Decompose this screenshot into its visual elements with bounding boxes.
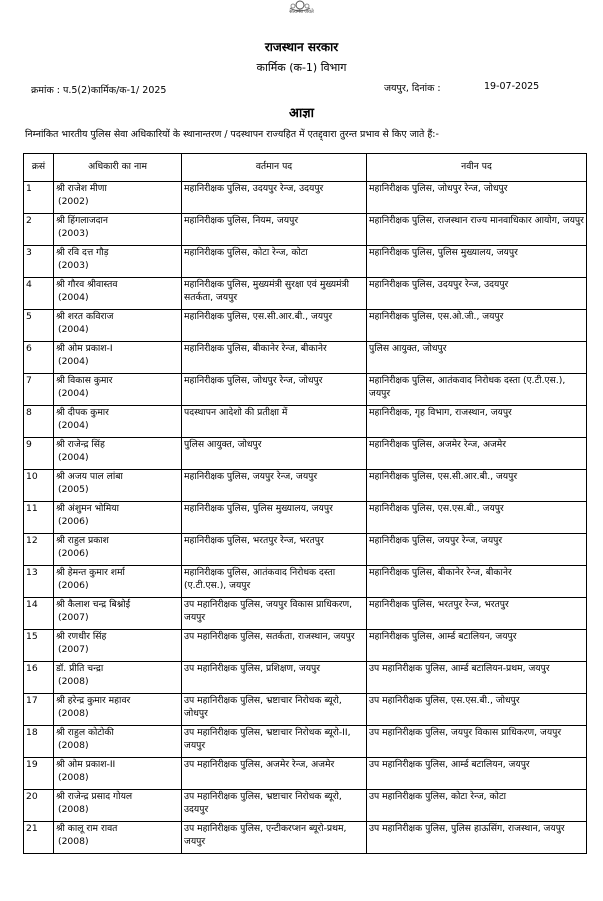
new-post: महानिरीक्षक पुलिस, जोधपुर रेन्ज, जोधपुर <box>367 182 587 214</box>
officer-batch: (2007) <box>58 611 89 623</box>
officer-batch: (2008) <box>58 675 89 687</box>
officer-batch: (2003) <box>58 259 89 271</box>
table-row <box>24 662 587 694</box>
officer-name: श्री राजेन्द्र प्रसाद गोयल <box>56 791 133 802</box>
officer-name: श्री शरत कविराज <box>56 311 114 322</box>
current-post: उप महानिरीक्षक पुलिस, भ्रष्टाचार निरोधक ब्यूरो-II, जयपुर <box>182 726 367 758</box>
new-post: उप महानिरीक्षक पुलिस, पुलिस हाऊसिंग, राजस्थान, जयपुर <box>367 822 587 854</box>
serial-number: 1 <box>24 182 54 214</box>
new-post: महानिरीक्षक पुलिस, भरतपुर रेन्ज, भरतपुर <box>367 598 587 630</box>
officer-cell <box>54 726 182 758</box>
current-post: उप महानिरीक्षक पुलिस, एन्टीकरप्शन ब्यूरो-प्रथम, जयपुर <box>182 822 367 854</box>
table-row <box>24 790 587 822</box>
current-post: उप महानिरीक्षक पुलिस, सतर्कता, राजस्थान, जयपुर <box>182 630 367 662</box>
table-row <box>24 630 587 662</box>
new-post: महानिरीक्षक पुलिस, अजमेर रेन्ज, अजमेर <box>367 438 587 470</box>
header-officer-name: अधिकारी का नाम <box>54 154 182 182</box>
new-post: महानिरीक्षक पुलिस, जयपुर रेन्ज, जयपुर <box>367 534 587 566</box>
officer-batch: (2006) <box>58 547 89 559</box>
officer-cell <box>54 214 182 246</box>
current-post: महानिरीक्षक पुलिस, भरतपुर रेन्ज, भरतपुर <box>182 534 367 566</box>
current-post: महानिरीक्षक पुलिस, आतंकवाद निरोधक दस्ता (ए.टी.एस.), जयपुर <box>182 566 367 598</box>
table-row <box>24 470 587 502</box>
header-serial: क्रसं <box>24 154 54 182</box>
postings-table <box>23 153 587 854</box>
serial-number: 16 <box>24 662 54 694</box>
table-row <box>24 182 587 214</box>
current-post: पुलिस आयुक्त, जोधपुर <box>182 438 367 470</box>
officer-name: श्री ओम प्रकाश-II <box>56 759 116 770</box>
table-row <box>24 406 587 438</box>
current-post: उप महानिरीक्षक पुलिस, भ्रष्टाचार निरोधक ब्यूरो, उदयपुर <box>182 790 367 822</box>
officer-cell <box>54 790 182 822</box>
serial-number: 8 <box>24 406 54 438</box>
new-post: पुलिस आयुक्त, जोधपुर <box>367 342 587 374</box>
officer-cell <box>54 534 182 566</box>
officer-name: श्री हेमन्त कुमार शर्मा <box>56 567 125 578</box>
new-post: उप महानिरीक्षक पुलिस, जयपुर विकास प्राधिकरण, जयपुर <box>367 726 587 758</box>
officer-cell <box>54 502 182 534</box>
new-post: उप महानिरीक्षक पुलिस, कोटा रेन्ज, कोटा <box>367 790 587 822</box>
officer-batch: (2004) <box>58 355 89 367</box>
officer-batch: (2004) <box>58 419 89 431</box>
serial-number: 7 <box>24 374 54 406</box>
officer-name: श्री हरेन्द्र कुमार महावर <box>56 695 131 706</box>
current-post: महानिरीक्षक पुलिस, पुलिस मुख्यालय, जयपुर <box>182 502 367 534</box>
table-row <box>24 342 587 374</box>
new-post: महानिरीक्षक पुलिस, राजस्थान राज्य मानवाधिकार आयोग, जयपुर <box>367 214 587 246</box>
officer-cell <box>54 630 182 662</box>
current-post: महानिरीक्षक पुलिस, एस.सी.आर.बी., जयपुर <box>182 310 367 342</box>
officer-batch: (2005) <box>58 483 89 495</box>
table-row <box>24 534 587 566</box>
officer-batch: (2008) <box>58 771 89 783</box>
officer-name: श्री अंशुमन भोमिया <box>56 503 120 514</box>
officer-batch: (2008) <box>58 707 89 719</box>
new-post: उप महानिरीक्षक पुलिस, आर्म्ड बटालियन, जयपुर <box>367 758 587 790</box>
serial-number: 3 <box>24 246 54 278</box>
current-post: पदस्थापन आदेशो की प्रतीक्षा में <box>182 406 367 438</box>
serial-number: 10 <box>24 470 54 502</box>
table-row <box>24 822 587 854</box>
order-intro: निम्नांकित भारतीय पुलिस सेवा अधिकारियों के स्थानान्तरण / पदस्थापन राज्यहित में एतद्द्वारा तुरन्त प्रभाव से किए जाते हैं:- <box>25 129 439 140</box>
serial-number: 6 <box>24 342 54 374</box>
table-row <box>24 502 587 534</box>
officer-name: श्री रवि दत्त गौड़ <box>56 247 109 258</box>
order-date: 19-07-2025 <box>484 81 540 92</box>
serial-number: 12 <box>24 534 54 566</box>
serial-number: 13 <box>24 566 54 598</box>
serial-number: 20 <box>24 790 54 822</box>
emblem-motto: सत्यमेव जयते <box>289 9 314 15</box>
officer-batch: (2004) <box>58 387 89 399</box>
officer-name: श्री हिंगलाजदान <box>56 215 109 226</box>
officer-name: श्री दीपक कुमार <box>56 407 109 418</box>
officer-name: श्री विकास कुमार <box>56 375 113 386</box>
table-row <box>24 246 587 278</box>
header-current-post: वर्तमान पद <box>182 154 367 182</box>
table-row <box>24 726 587 758</box>
officer-batch: (2004) <box>58 451 89 463</box>
serial-number: 19 <box>24 758 54 790</box>
new-post: महानिरीक्षक पुलिस, एस.ओ.जी., जयपुर <box>367 310 587 342</box>
current-post: उप महानिरीक्षक पुलिस, प्रशिक्षण, जयपुर <box>182 662 367 694</box>
officer-name: श्री राजेश मीणा <box>56 183 107 194</box>
new-post: महानिरीक्षक पुलिस, एस.एस.बी., जयपुर <box>367 502 587 534</box>
table-row <box>24 438 587 470</box>
government-name: राजस्थान सरकार <box>264 40 339 54</box>
officer-name: श्री राहुल कोटोकी <box>56 727 114 738</box>
order-number: क्रमांक : प.5(2)कार्मिक/क-1/ 2025 <box>31 85 167 96</box>
serial-number: 18 <box>24 726 54 758</box>
officer-name: श्री राहुल प्रकाश <box>56 535 109 546</box>
officer-name: श्री अजय पाल लांबा <box>56 471 123 482</box>
current-post: महानिरीक्षक पुलिस, जयपुर रेन्ज, जयपुर <box>182 470 367 502</box>
officer-name: श्री गौरव श्रीवास्तव <box>56 279 118 290</box>
current-post: महानिरीक्षक पुलिस, बीकानेर रेन्ज, बीकानेर <box>182 342 367 374</box>
officer-cell <box>54 342 182 374</box>
officer-batch: (2006) <box>58 515 89 527</box>
officer-name: श्री ओम प्रकाश-I <box>56 343 113 354</box>
new-post: महानिरीक्षक, गृह विभाग, राजस्थान, जयपुर <box>367 406 587 438</box>
current-post: उप महानिरीक्षक पुलिस, अजमेर रेन्ज, अजमेर <box>182 758 367 790</box>
new-post: महानिरीक्षक पुलिस, एस.सी.आर.बी., जयपुर <box>367 470 587 502</box>
new-post: उप महानिरीक्षक पुलिस, आर्म्ड बटालियन-प्रथम, जयपुर <box>367 662 587 694</box>
officer-cell <box>54 694 182 726</box>
officer-batch: (2006) <box>58 579 89 591</box>
officer-batch: (2007) <box>58 643 89 655</box>
officer-cell <box>54 374 182 406</box>
table-row <box>24 566 587 598</box>
table-row <box>24 694 587 726</box>
serial-number: 14 <box>24 598 54 630</box>
city-date-label: जयपुर, दिनांक : <box>384 83 441 94</box>
officer-batch: (2008) <box>58 803 89 815</box>
new-post: महानिरीक्षक पुलिस, बीकानेर रेन्ज, बीकानेर <box>367 566 587 598</box>
officer-name: श्री रणधीर सिंह <box>56 631 107 642</box>
officer-cell <box>54 278 182 310</box>
officer-batch: (2008) <box>58 835 89 847</box>
officer-batch: (2002) <box>58 195 89 207</box>
officer-name: श्री कालू राम रावत <box>56 823 118 834</box>
current-post: महानिरीक्षक पुलिस, उदयपुर रेन्ज, उदयपुर <box>182 182 367 214</box>
table-row <box>24 374 587 406</box>
officer-cell <box>54 566 182 598</box>
table-row <box>24 214 587 246</box>
officer-batch: (2003) <box>58 227 89 239</box>
new-post: महानिरीक्षक पुलिस, पुलिस मुख्यालय, जयपुर <box>367 246 587 278</box>
table-row <box>24 758 587 790</box>
officer-cell <box>54 662 182 694</box>
table-header-row <box>24 154 587 182</box>
current-post: महानिरीक्षक पुलिस, मुख्यमंत्री सुरक्षा एवं मुख्यमंत्री सतर्कता, जयपुर <box>182 278 367 310</box>
serial-number: 9 <box>24 438 54 470</box>
new-post: महानिरीक्षक पुलिस, आर्म्ड बटालियन, जयपुर <box>367 630 587 662</box>
serial-number: 17 <box>24 694 54 726</box>
officer-name: डॉ. प्रीति चन्द्रा <box>56 663 104 674</box>
current-post: महानिरीक्षक पुलिस, नियम, जयपुर <box>182 214 367 246</box>
current-post: उप महानिरीक्षक पुलिस, भ्रष्टाचार निरोधक ब्यूरो, जोधपुर <box>182 694 367 726</box>
serial-number: 5 <box>24 310 54 342</box>
table-row <box>24 598 587 630</box>
officer-cell <box>54 758 182 790</box>
serial-number: 21 <box>24 822 54 854</box>
serial-number: 2 <box>24 214 54 246</box>
officer-batch: (2004) <box>58 323 89 335</box>
officer-cell <box>54 822 182 854</box>
officer-cell <box>54 470 182 502</box>
table-row <box>24 278 587 310</box>
new-post: उप महानिरीक्षक पुलिस, एस.एस.बी., जोधपुर <box>367 694 587 726</box>
serial-number: 15 <box>24 630 54 662</box>
order-title: आज्ञा <box>289 106 314 121</box>
officer-cell <box>54 310 182 342</box>
new-post: महानिरीक्षक पुलिस, आतंकवाद निरोधक दस्ता (ए.टी.एस.), जयपुर <box>367 374 587 406</box>
officer-cell <box>54 406 182 438</box>
header-new-post: नवीन पद <box>367 154 587 182</box>
department-name: कार्मिक (क-1) विभाग <box>256 61 347 74</box>
current-post: महानिरीक्षक पुलिस, जोधपुर रेन्ज, जोधपुर <box>182 374 367 406</box>
officer-cell <box>54 438 182 470</box>
officer-cell <box>54 246 182 278</box>
new-post: महानिरीक्षक पुलिस, उदयपुर रेन्ज, उदयपुर <box>367 278 587 310</box>
serial-number: 11 <box>24 502 54 534</box>
officer-cell <box>54 182 182 214</box>
officer-batch: (2004) <box>58 291 89 303</box>
current-post: उप महानिरीक्षक पुलिस, जयपुर विकास प्राधिकरण, जयपुर <box>182 598 367 630</box>
serial-number: 4 <box>24 278 54 310</box>
table-row <box>24 310 587 342</box>
officer-name: श्री राजेन्द्र सिंह <box>56 439 105 450</box>
officer-batch: (2008) <box>58 739 89 751</box>
officer-name: श्री कैलाश चन्द्र बिश्नोई <box>56 599 131 610</box>
current-post: महानिरीक्षक पुलिस, कोटा रेन्ज, कोटा <box>182 246 367 278</box>
officer-cell <box>54 598 182 630</box>
